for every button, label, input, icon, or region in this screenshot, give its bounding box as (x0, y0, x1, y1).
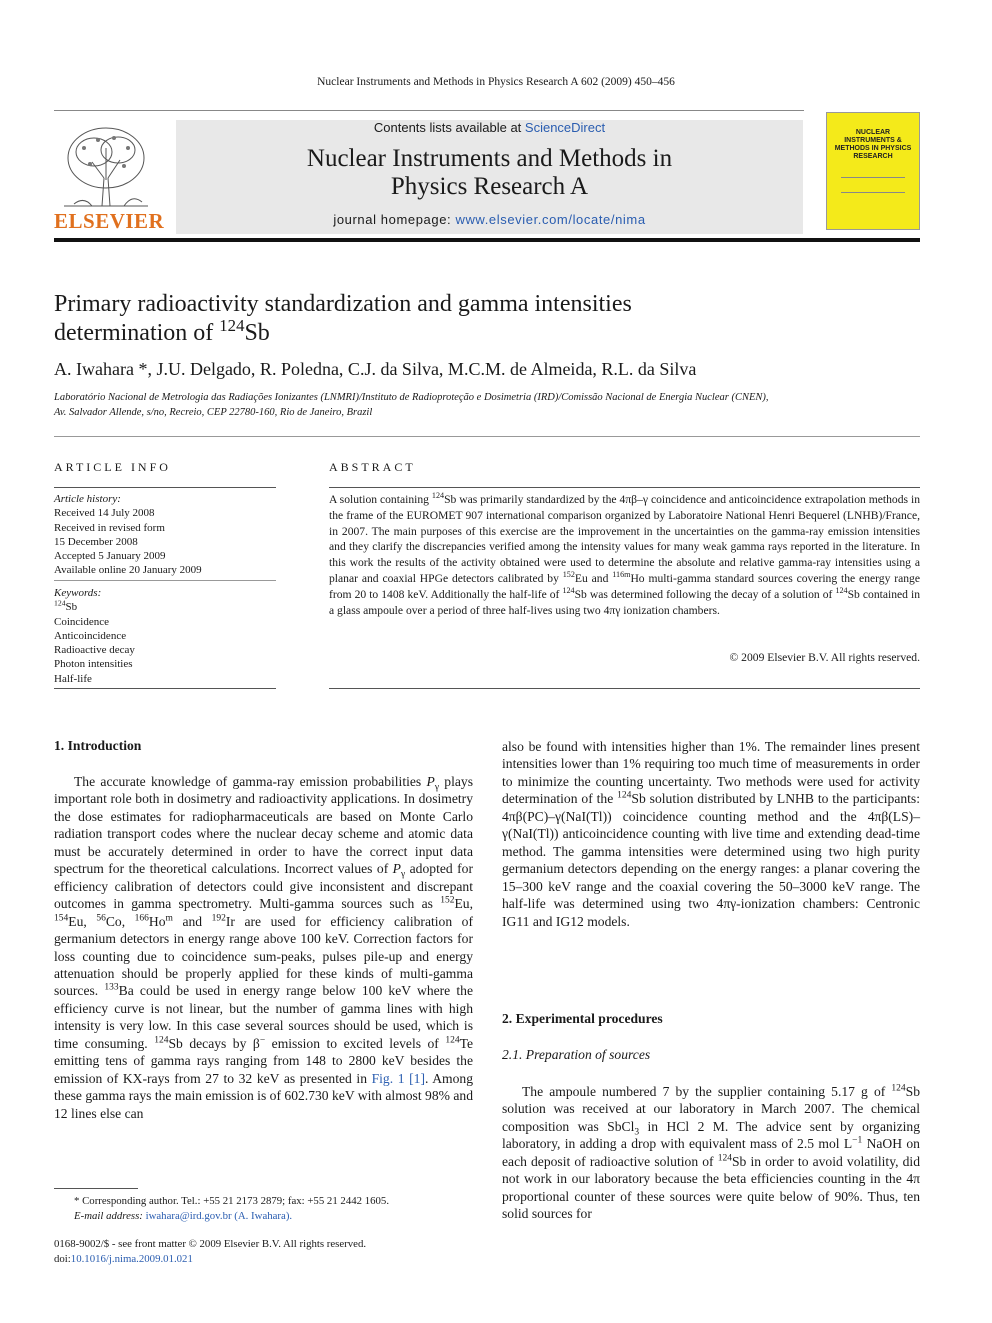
keyword-item: Half-life (54, 672, 92, 685)
masthead-bottom-rule (54, 238, 920, 242)
affiliation-line1: Laboratório Nacional de Metrologia das Radiações Ionizantes (LNMRI)/Instituto de Radioproteção e Dosimetria (IRD)/Comissão Nacional de Energia Nuclear (CNEN), (54, 392, 769, 403)
affiliation-rule (54, 436, 920, 437)
issn-block (54, 1237, 474, 1266)
article-history (54, 492, 276, 578)
corresponding-author: * Corresponding author. Tel.: +55 21 2173 2879; fax: +55 21 2442 1605. (74, 1195, 390, 1207)
doi-label: doi: (54, 1252, 71, 1265)
sources-paragraph: The ampoule numbered 7 by the supplier containing 5.17 g of $^{124}$Sb solution was received at our laboratory in March 2007. The chemical composition was SbCl$_3$ in HCl 2 M. The advice sent by organizing laboratory, in adding a drop with equivalent mass of 2.5 mol $L^{-1}$ NaOH on each deposit of radioactive solution of $^{124}$Sb in order to avoid volatility, did not work in our laboratory because the beta efficiencies counting in the 4π proportional counter of these sources were quite below of 90%. Thus, ten solid sources for (502, 1083, 920, 1222)
section-2-heading: 2. Experimental procedures (502, 1011, 663, 1026)
running-head: Nuclear Instruments and Methods in Physics Research A 602 (2009) 450–456 (317, 76, 675, 88)
cover-decoration (841, 177, 905, 193)
keywords-label: Keywords: (54, 587, 102, 599)
intro-paragraph: The accurate knowledge of gamma-ray emission probabilities $P_\gamma$ plays important role both in dosimetry and radioactivity applications. In dosimetry the dose estimates for radiopharmaceuticals are based on Monte Carlo radiation transport codes where the nuclear decay scheme and atomic data must be accurately determined in order to have the correct input data spectrum for the theoretical calculations. Incorrect values of $P_\gamma$ adopted for efficiency calibration of detectors could give inconsistent and discrepant outcomes in gamma spectrometry. Multi-gamma sources such as $^{152}$Eu, $^{154}$Eu, $^{56}$Co, $^{166}$Ho$^m$ and $^{192}$Ir are used for efficiency calibration of germanium detectors in energy range above 100 keV. Correction factors for loss counting due to coincidence sum-peaks, pulses pile-up and energy attenuation should be properly applied for these kinds of multi-gamma sources. $^{133}$Ba could be used in energy range below 100 keV where the efficiency curve is not linear, but the number of gamma lines with high intensity is very low. In this case several sources should be used, which is time consuming. $^{124}$Sb decays by β− emission to excited levels of $^{124}$Te emitting tens of gamma rays ranging from 148 to 2800 keV besides the emission of KX-rays from 27 to 32 keV as presented in Fig. 1 [1]. Among these gamma rays the main emission is of 602.730 keV with almost 98% and 12 lines else can (54, 774, 474, 1121)
history-item: Available online 20 January 2009 (54, 564, 202, 577)
abstract-text: A solution containing $^{124}$Sb was primarily standardized by the 4πβ–γ coincidence and anticoincidence extrapolation methods in the frame of the EUROMET 907 international comparison organized by Laboratoire National Henri Bequerel (LNHB)/France, in 2007. The main purposes of this exercise are the improvement in the uncertainties on the gamma-ray emission intensities and they clarify the discrepancies verified among the intensity values for many weak gamma rays reported in the literature. In this work the results of the activity obtained were used to determine the absolute and relative gamma-ray intensities using a planar and coaxial HPGe detectors calibrated by $^{152}$Eu and $^{116m}$Ho multi-gamma standard sources covering the energy range from 20 to 1408 keV. Additionally the half-life of $^{124}$Sb was determined following the decay of a solution of $^{124}$Sb contained in a glass ampoule over a period of three half-lives using two 4πγ ionization chambers. (329, 491, 921, 617)
sources-text (502, 1083, 920, 1223)
homepage-link[interactable]: www.elsevier.com/locate/nima (455, 212, 646, 227)
abstract-copyright: © 2009 Elsevier B.V. All rights reserved. (729, 651, 920, 664)
history-item: 15 December 2008 (54, 535, 138, 548)
abstract-heading: ABSTRACT (329, 460, 416, 474)
homepage-line (176, 212, 803, 227)
section-1-heading: 1. Introduction (54, 738, 142, 753)
keyword-item: Photon intensities (54, 658, 133, 671)
keywords (54, 586, 276, 686)
journal-title (176, 145, 803, 201)
title-line2-prefix: determination of (54, 320, 220, 346)
title-line2-suffix: Sb (244, 320, 270, 346)
title-superscript: 124 (219, 316, 245, 335)
doi-line (54, 1252, 474, 1267)
abstract-bottom-rule (329, 688, 920, 689)
intro-continuation-paragraph: also be found with intensities higher than 1%. The remainder lines present intensities lower than 1% requiring too much time of measurements in order to minimize the counting uncertainty. Two methods were used for activity determination of the $^{124}$Sb solution distributed by LNHB to the participants: 4πβ(PC)–γ(NaI(Tl)) coincidence counting method and the 4πβ(LS)–γ(NaI(Tl)) anticoincidence counting with live time and extending dead-time method. The gamma intensities were determined using two high purity germanium detectors depending on the energy ranges: a planar covering the 15–300 keV range and the coaxial covering the 50–3000 keV range. The half-life was determined using two 4πγ-ionization chambers: Centronic IG11 and IG12 models. (502, 739, 921, 929)
contents-prefix: Contents lists available at (373, 120, 525, 135)
publisher-wordmark: ELSEVIER (54, 209, 165, 233)
journal-title-line1: Nuclear Instruments and Methods in (306, 145, 673, 172)
article-info-bottom-rule (54, 688, 276, 689)
author-list: A. Iwahara *, J.U. Delgado, R. Poledna, C.J. da Silva, M.C.M. de Almeida, R.L. da Silva (54, 359, 697, 379)
keyword-item: $^{124}$Sb (54, 598, 78, 614)
journal-title-line2: Physics Research A (390, 173, 589, 200)
homepage-prefix: journal homepage: (333, 212, 456, 227)
section-2-1-heading-text: 2.1. Preparation of sources (502, 1047, 651, 1062)
email-label: E-mail address: (74, 1210, 146, 1222)
contents-line (176, 120, 803, 135)
history-item: Accepted 5 January 2009 (54, 550, 166, 563)
affiliation-line2: Av. Salvador Allende, s/no, Recreio, CEP 22780-160, Rio de Janeiro, Brazil (54, 407, 373, 418)
intro-continuation (502, 738, 920, 930)
sciencedirect-link[interactable]: ScienceDirect (524, 120, 606, 135)
history-item: Received in revised form (54, 521, 165, 534)
section-2-1-heading (502, 1047, 650, 1063)
article-info-heading: ARTICLE INFO (54, 460, 171, 474)
affiliation (54, 390, 920, 420)
keyword-item: Anticoincidence (54, 629, 127, 642)
masthead-top-rule (54, 110, 804, 111)
cover-title: NUCLEAR INSTRUMENTS & METHODS IN PHYSICS RESEARCH (834, 129, 912, 160)
history-label: Article history: (54, 493, 121, 505)
keyword-item: Coincidence (54, 615, 109, 628)
abstract-top-rule (329, 487, 920, 488)
footnote-rule (54, 1188, 138, 1189)
keyword-superscript: 124 (54, 598, 66, 608)
journal-cover-thumbnail[interactable] (826, 112, 920, 230)
article-info-mid-rule (54, 580, 276, 581)
issn-line: 0168-9002/$ - see front matter © 2009 Elsevier B.V. All rights reserved. (54, 1238, 367, 1250)
introduction-text (54, 773, 473, 1122)
keyword-item: Radioactive decay (54, 644, 135, 657)
article-info-top-rule (54, 487, 276, 488)
footnote (54, 1194, 474, 1224)
title-line1: Primary radioactivity standardization and gamma intensities (54, 291, 632, 317)
email-link[interactable]: iwahara@ird.gov.br (A. Iwahara). (145, 1210, 293, 1222)
article-title (54, 290, 814, 348)
history-item: Received 14 July 2008 (54, 507, 155, 520)
doi-link[interactable]: 10.1016/j.nima.2009.01.021 (70, 1252, 193, 1265)
email-line (54, 1209, 474, 1224)
